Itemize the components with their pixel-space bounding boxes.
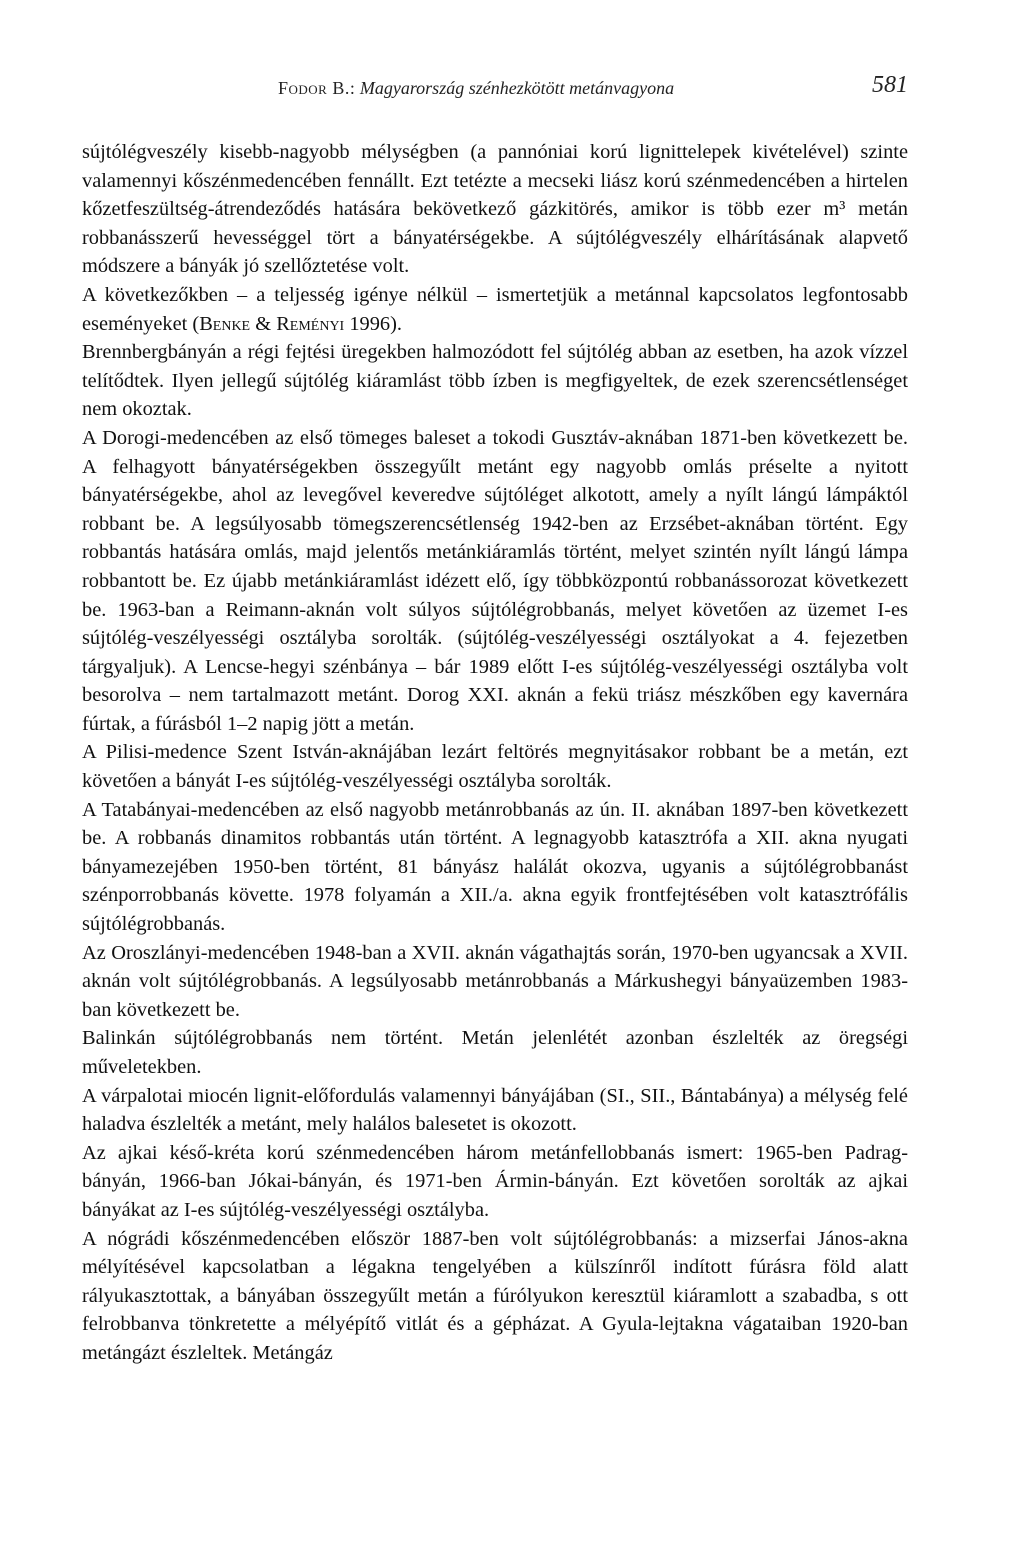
paragraph-9: A várpalotai miocén lignit-előfordulás valamennyi bányájában (SI., SII., Bántabánya) a mélység felé haladva észlelték a metánt, mely halálos balesetet is okozott. (82, 1084, 908, 1136)
paragraph-10: Az ajkai késő-kréta korú szénmedencében három metánfellobbanás ismert: 1965-ben Padrag-bányán, 1966-ban Jókai-bányán, és 1971-ben Ármin-bányán. Ezt követően sorolták az ajkai bányákat az I-es sújtólég-veszélyességi osztályba. (82, 1141, 908, 1221)
running-title (278, 78, 674, 99)
paragraph-2: A következőkben – a teljesség igénye nélkül – ismertetjük a metánnal kapcsolatos legfontosabb eseményeket (Benke & Reményi 1996). (82, 283, 908, 335)
page (82, 72, 908, 1368)
cited-author: Reményi (276, 312, 345, 335)
paragraph-3: Brennbergbányán a régi fejtési üregekben halmozódott fel sújtólég abban az esetben, ha azok vízzel telítődtek. Ilyen jellegű sújtólég kiáramlást több ízben is megfigyeltek, de ezek szerencsétlenséget nem okoztak. (82, 341, 908, 421)
running-head-title: Magyarország szénhezkötött metánvagyona (359, 78, 675, 98)
paragraph-5: A Pilisi-medence Szent István-aknájában lezárt feltörés megnyitásakor robbant be a metán, ezt követően a bányát I-es sújtólég-veszélyességi osztályba sorolták. (82, 741, 908, 793)
paragraph-7: Az Oroszlányi-medencében 1948-ban a XVII. aknán vágathajtás során, 1970-ben ugyancsak a XVII. aknán volt sújtólégrobbanás. A legsúlyosabb metánrobbanás a Márkushegyi bányaüzemben 1983-ban következett be. (82, 941, 908, 1021)
page-number: 581 (872, 72, 908, 98)
body-text (82, 138, 908, 1368)
paragraph-6: A Tatabányai-medencében az első nagyobb metánrobbanás az ún. II. aknában 1897-ben következett be. A robbanás dinamitos robbantás után történt. A legnagyobb katasztrófa a XII. akna nyugati bányamezejében 1950-ben történt, 81 bányász halálát okozva, ugyanis a sújtólégrobbanást szénporrobbanás követte. 1978 folyamán a XII./a. akna egyik frontfejtésében volt katasztrófális sújtólégrobbanás. (82, 798, 908, 936)
running-head-author: Fodor B.: (278, 78, 356, 98)
paragraph-11: A nógrádi kőszénmedencében először 1887-ben volt sújtólégrobbanás: a mizserfai János-akna mélyítésével kapcsolatban a légakna tengelyében a külszínről indított fúrásra föld alatt rályukasztottak, a bányában összegyűlt metán a fúrólyukon keresztül kiáramlott a szabadba, s ott felrobbanva tönkretette a mélyépítő vitlát és a gépházat. A Gyula-lejtakna vágataiban 1920-ban metángázt észleltek. Metángáz (82, 1227, 908, 1364)
paragraph-8: Balinkán sújtólégrobbanás nem történt. Metán jelenlétét azonban észlelték az öregségi műveletekben. (82, 1027, 908, 1078)
paragraph-1: sújtólégveszély kisebb-nagyobb mélységben (a pannóniai korú lignittelepek kivételével) szinte valamennyi kőszénmedencében fennállt. Ezt tetézte a mecseki liász korú szénmedencében a hirtelen kőzetfeszültség-átrendeződés hatására bekövetkező gázkitörés, amikor is több ezer m³ metán robbanásszerű hevességgel tört a bányatérségekbe. A sújtólégveszély elhárításának alapvető módszere a bányák jó szellőztetése volt. (82, 141, 908, 278)
paragraph-4: A Dorogi-medencében az első tömeges baleset a tokodi Gusztáv-aknában 1871-ben következett be. A felhagyott bányatérségekben összegyűlt metánt egy nagyobb omlás préselte a nyitott bányatérségekbe, ahol az levegővel keveredve sújtóléget alkotott, amely a nyílt lángú lámpáktól robbant be. A legsúlyosabb tömegszerencsétlenség 1942-ben az Erzsébet-aknában történt. Egy robbantás hatására omlás, majd jelentős metánkiáramlás történt, melyet szintén nyílt lángú lámpa robbantott be. Ez újabb metánkiáramlást idézett elő, így többközpontú robbanássorozat következett be. 1963-ban a Reimann-aknán volt súlyos sújtólégrobbanás, melyet követően az üzemet I-es sújtólég-veszélyességi osztályba sorolták. (sújtólég-veszélyességi osztályokat a 4. fejezetben tárgyaljuk). A Lencse-hegyi szénbánya – bár 1989 előtt I-es sújtólég-veszélyességi osztályba volt besorolva – nem tartalmazott metánt. Dorog XXI. aknán a fekü triász mészkőben egy kavernára fúrtak, a fúrásból 1–2 napig jött a metán. (82, 426, 908, 735)
running-head (82, 72, 908, 108)
cited-author: Benke (199, 312, 251, 335)
